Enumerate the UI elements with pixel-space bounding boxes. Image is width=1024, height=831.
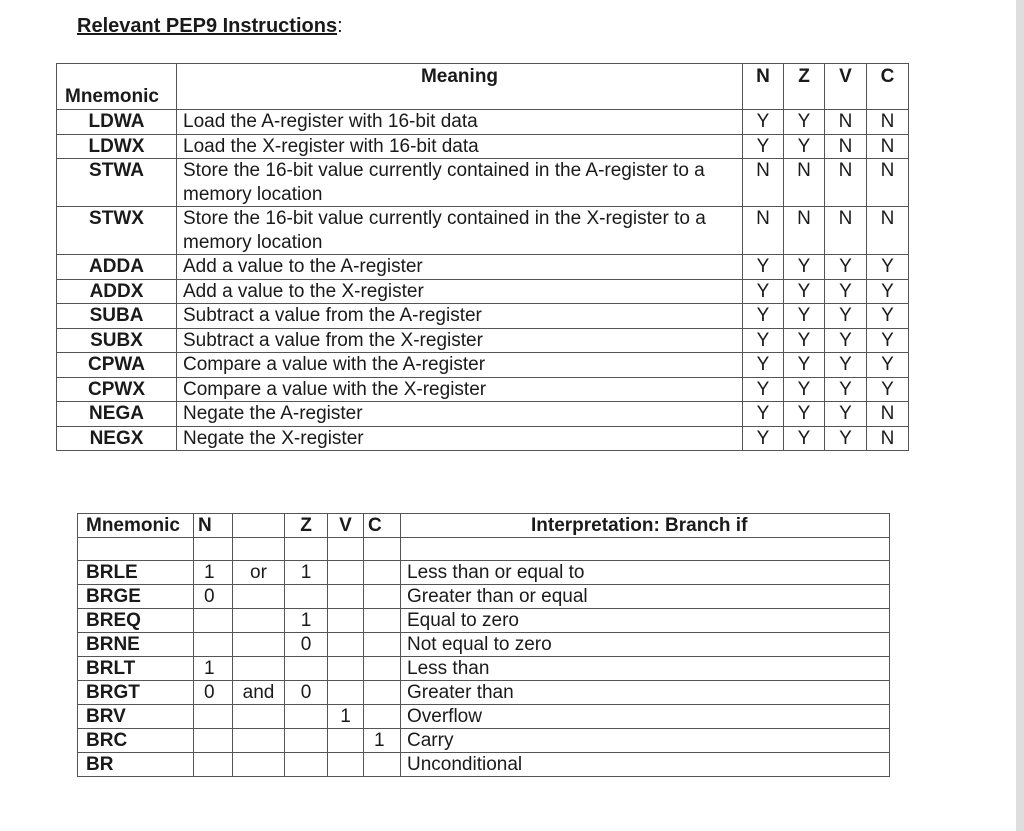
branch-header-v: V (328, 514, 364, 538)
branch-v: 1 (328, 705, 364, 729)
flag-c: Y (867, 353, 909, 378)
branch-v (328, 609, 364, 633)
branch-table (77, 513, 890, 777)
branch-mnemonic: BRLE (78, 561, 194, 585)
flag-z: Y (784, 279, 825, 304)
branch-n (194, 633, 233, 657)
flag-n: Y (743, 402, 784, 427)
branch-mnemonic: BRGE (78, 585, 194, 609)
branch-z (285, 585, 328, 609)
branch-n (194, 705, 233, 729)
flag-n: Y (743, 353, 784, 378)
branch-row (78, 753, 890, 777)
spacer-cell (285, 538, 328, 561)
instruction-row (57, 304, 909, 329)
spacer-cell (401, 538, 890, 561)
flag-n: Y (743, 255, 784, 280)
header-mnemonic: Mnemonic (57, 64, 177, 110)
branch-z (285, 729, 328, 753)
spacer-cell (194, 538, 233, 561)
flag-n: Y (743, 304, 784, 329)
branch-table-spacer-row (78, 538, 890, 561)
instruction-meaning: Subtract a value from the A-register (177, 304, 743, 329)
branch-operator (233, 705, 285, 729)
page-title-text: Relevant PEP9 Instructions (77, 15, 338, 37)
spacer-cell (78, 538, 194, 561)
branch-c (364, 753, 401, 777)
flag-v: N (825, 159, 867, 207)
instruction-row (57, 426, 909, 451)
page-title-colon: : (337, 15, 343, 37)
branch-z (285, 753, 328, 777)
branch-operator (233, 609, 285, 633)
branch-z: 1 (285, 561, 328, 585)
branch-operator (233, 633, 285, 657)
branch-interpretation: Less than or equal to (401, 561, 890, 585)
instruction-mnemonic: ADDA (57, 255, 177, 280)
instruction-mnemonic: SUBX (57, 328, 177, 353)
spacer-cell (364, 538, 401, 561)
instruction-row (57, 377, 909, 402)
branch-row (78, 633, 890, 657)
instruction-meaning: Add a value to the X-register (177, 279, 743, 304)
branch-z: 0 (285, 681, 328, 705)
flag-v: Y (825, 304, 867, 329)
branch-interpretation: Less than (401, 657, 890, 681)
branch-operator: and (233, 681, 285, 705)
flag-c: N (867, 159, 909, 207)
page-edge (1016, 0, 1024, 831)
branch-mnemonic: BREQ (78, 609, 194, 633)
branch-v (328, 585, 364, 609)
flag-n: Y (743, 426, 784, 451)
instruction-mnemonic: SUBA (57, 304, 177, 329)
flag-c: Y (867, 279, 909, 304)
flag-n: N (743, 159, 784, 207)
header-n: N (743, 64, 784, 110)
instruction-row (57, 159, 909, 207)
flag-c: N (867, 402, 909, 427)
branch-row (78, 561, 890, 585)
flag-n: Y (743, 110, 784, 135)
flag-c: Y (867, 328, 909, 353)
branch-row (78, 681, 890, 705)
branch-interpretation: Carry (401, 729, 890, 753)
branch-v (328, 561, 364, 585)
branch-header-c: C (364, 514, 401, 538)
instruction-mnemonic: LDWA (57, 110, 177, 135)
instruction-meaning: Subtract a value from the X-register (177, 328, 743, 353)
instruction-mnemonic: STWX (57, 207, 177, 255)
flag-z: Y (784, 353, 825, 378)
flag-v: Y (825, 353, 867, 378)
flag-c: N (867, 426, 909, 451)
branch-mnemonic: BRNE (78, 633, 194, 657)
instruction-row (57, 255, 909, 280)
instruction-meaning: Store the 16-bit value currently contained in the X-register to a memory location (177, 207, 743, 255)
branch-n (194, 729, 233, 753)
flag-c: N (867, 110, 909, 135)
branch-operator: or (233, 561, 285, 585)
branch-z: 0 (285, 633, 328, 657)
instruction-meaning: Negate the A-register (177, 402, 743, 427)
instruction-meaning: Negate the X-register (177, 426, 743, 451)
flag-z: N (784, 207, 825, 255)
page-title (77, 15, 343, 38)
branch-interpretation: Unconditional (401, 753, 890, 777)
branch-header-n: N (194, 514, 233, 538)
flag-v: Y (825, 402, 867, 427)
branch-header-mnemonic: Mnemonic (78, 514, 194, 538)
instruction-mnemonic: CPWX (57, 377, 177, 402)
instruction-mnemonic: LDWX (57, 134, 177, 159)
branch-c (364, 561, 401, 585)
branch-interpretation: Overflow (401, 705, 890, 729)
branch-row (78, 585, 890, 609)
branch-row (78, 657, 890, 681)
flag-n: Y (743, 377, 784, 402)
instruction-meaning: Load the A-register with 16-bit data (177, 110, 743, 135)
flag-z: Y (784, 110, 825, 135)
instruction-row (57, 402, 909, 427)
instruction-mnemonic: CPWA (57, 353, 177, 378)
flag-v: Y (825, 377, 867, 402)
flag-c: Y (867, 377, 909, 402)
instruction-meaning: Store the 16-bit value currently contained in the A-register to a memory location (177, 159, 743, 207)
flag-z: Y (784, 402, 825, 427)
flag-n: Y (743, 134, 784, 159)
flag-n: Y (743, 328, 784, 353)
instruction-row (57, 279, 909, 304)
branch-z (285, 705, 328, 729)
flag-z: N (784, 159, 825, 207)
branch-c (364, 705, 401, 729)
instruction-row (57, 134, 909, 159)
instruction-meaning: Compare a value with the X-register (177, 377, 743, 402)
flag-c: Y (867, 255, 909, 280)
flag-v: N (825, 110, 867, 135)
branch-row (78, 705, 890, 729)
branch-n: 0 (194, 585, 233, 609)
flag-n: N (743, 207, 784, 255)
branch-interpretation: Not equal to zero (401, 633, 890, 657)
instruction-row (57, 328, 909, 353)
flag-z: Y (784, 304, 825, 329)
branch-z (285, 657, 328, 681)
flag-v: N (825, 207, 867, 255)
flag-z: Y (784, 134, 825, 159)
instruction-row (57, 110, 909, 135)
flag-z: Y (784, 377, 825, 402)
branch-n: 1 (194, 561, 233, 585)
branch-operator (233, 753, 285, 777)
flag-v: Y (825, 426, 867, 451)
branch-row (78, 609, 890, 633)
instruction-mnemonic: NEGX (57, 426, 177, 451)
flag-c: N (867, 134, 909, 159)
branch-c (364, 633, 401, 657)
branch-mnemonic: BR (78, 753, 194, 777)
header-c: C (867, 64, 909, 110)
branch-mnemonic: BRC (78, 729, 194, 753)
branch-n: 0 (194, 681, 233, 705)
branch-c: 1 (364, 729, 401, 753)
branch-v (328, 633, 364, 657)
branch-interpretation: Greater than or equal (401, 585, 890, 609)
instruction-mnemonic: ADDX (57, 279, 177, 304)
instruction-row (57, 353, 909, 378)
flag-n: Y (743, 279, 784, 304)
branch-v (328, 681, 364, 705)
branch-c (364, 657, 401, 681)
branch-v (328, 753, 364, 777)
instruction-mnemonic: STWA (57, 159, 177, 207)
instruction-meaning: Load the X-register with 16-bit data (177, 134, 743, 159)
header-z: Z (784, 64, 825, 110)
flag-c: N (867, 207, 909, 255)
branch-c (364, 609, 401, 633)
branch-v (328, 729, 364, 753)
branch-z: 1 (285, 609, 328, 633)
branch-c (364, 681, 401, 705)
instruction-meaning: Add a value to the A-register (177, 255, 743, 280)
branch-n (194, 609, 233, 633)
branch-header-op (233, 514, 285, 538)
branch-n (194, 753, 233, 777)
branch-c (364, 585, 401, 609)
branch-operator (233, 729, 285, 753)
flag-v: N (825, 134, 867, 159)
spacer-cell (233, 538, 285, 561)
branch-n: 1 (194, 657, 233, 681)
header-meaning: Meaning (177, 64, 743, 110)
flag-v: Y (825, 279, 867, 304)
instruction-table-header (57, 64, 909, 110)
branch-mnemonic: BRLT (78, 657, 194, 681)
instruction-mnemonic: NEGA (57, 402, 177, 427)
flag-z: Y (784, 255, 825, 280)
branch-operator (233, 657, 285, 681)
flag-v: Y (825, 328, 867, 353)
instruction-meaning: Compare a value with the A-register (177, 353, 743, 378)
flag-v: Y (825, 255, 867, 280)
branch-mnemonic: BRGT (78, 681, 194, 705)
branch-mnemonic: BRV (78, 705, 194, 729)
flag-z: Y (784, 328, 825, 353)
branch-interpretation: Greater than (401, 681, 890, 705)
branch-header-z: Z (285, 514, 328, 538)
branch-row (78, 729, 890, 753)
branch-interpretation: Equal to zero (401, 609, 890, 633)
instruction-row (57, 207, 909, 255)
branch-header-interpretation: Interpretation: Branch if (401, 514, 890, 538)
flag-z: Y (784, 426, 825, 451)
flag-c: Y (867, 304, 909, 329)
instruction-table (56, 63, 909, 451)
header-v: V (825, 64, 867, 110)
spacer-cell (328, 538, 364, 561)
branch-operator (233, 585, 285, 609)
branch-v (328, 657, 364, 681)
branch-table-header (78, 514, 890, 538)
